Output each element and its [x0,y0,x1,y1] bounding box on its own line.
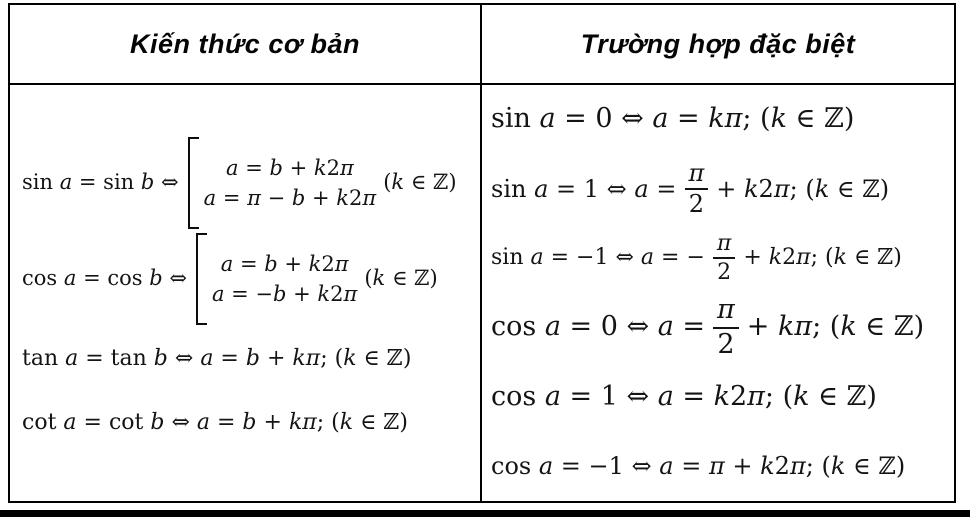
fraction-numerator: π [688,158,705,187]
formula-text: sin a = 1 ⇔ a = [491,174,677,203]
formula-row [491,85,954,154]
cases-bracket-icon [188,137,199,229]
case-line: a = π − b + k2π [203,185,377,210]
formula-condition: (k ∈ ℤ) [383,170,457,195]
formula-row [491,432,954,501]
header-special-cases: Trường hợp đặc biệt [480,5,954,85]
formula-condition: (k ∈ ℤ) [364,266,438,291]
case-line: a = −b + k2π [211,281,358,306]
trig-equations-table [8,3,956,503]
fraction-numerator: π [716,231,732,257]
column-special-cases [480,85,954,501]
fraction-denominator: 2 [713,327,738,359]
formula-text: + k2π; (k ∈ ℤ) [743,245,902,271]
bottom-divider-bar [0,510,970,517]
fraction [713,296,739,359]
cases-bracket-icon [196,233,207,325]
formula-row [22,391,480,455]
case-line: a = b + k2π [220,252,349,277]
formula-text: + k2π; (k ∈ ℤ) [716,174,890,203]
formula-text: cos a = 1 ⇔ a = k2π; (k ∈ ℤ) [491,380,877,412]
case-lines [204,156,377,209]
formula-row [22,327,480,391]
formula-row [22,231,480,327]
formula-row [491,154,954,223]
formula-row [491,293,954,362]
case-lines [212,252,357,305]
fraction [713,232,735,284]
formula-row [22,135,480,231]
formula-text: cos a = cos b ⇔ [22,266,187,291]
formula-text: cos a = −1 ⇔ a = π + k2π; (k ∈ ℤ) [491,451,906,480]
fraction-denominator: 2 [685,188,708,217]
fraction-denominator: 2 [713,257,735,284]
formula-row [491,362,954,431]
column-basic-knowledge [10,85,480,501]
case-line: a = b + k2π [225,156,354,181]
fraction [684,158,708,218]
header-basic-knowledge: Kiến thức cơ bản [10,5,480,85]
formula-text: tan a = tan b ⇔ a = b + kπ; (k ∈ ℤ) [22,345,412,371]
formula-text: + kπ; (k ∈ ℤ) [746,311,925,343]
formula-row [491,224,954,293]
formula-text: sin a = sin b ⇔ [22,170,179,195]
formula-text: sin a = 0 ⇔ a = kπ; (k ∈ ℤ) [491,103,855,135]
formula-text: cos a = 0 ⇔ a = [491,311,706,343]
fraction-numerator: π [717,294,735,326]
formula-text: cot a = cot b ⇔ a = b + kπ; (k ∈ ℤ) [22,409,409,435]
formula-text: sin a = −1 ⇔ a = − [491,245,705,271]
